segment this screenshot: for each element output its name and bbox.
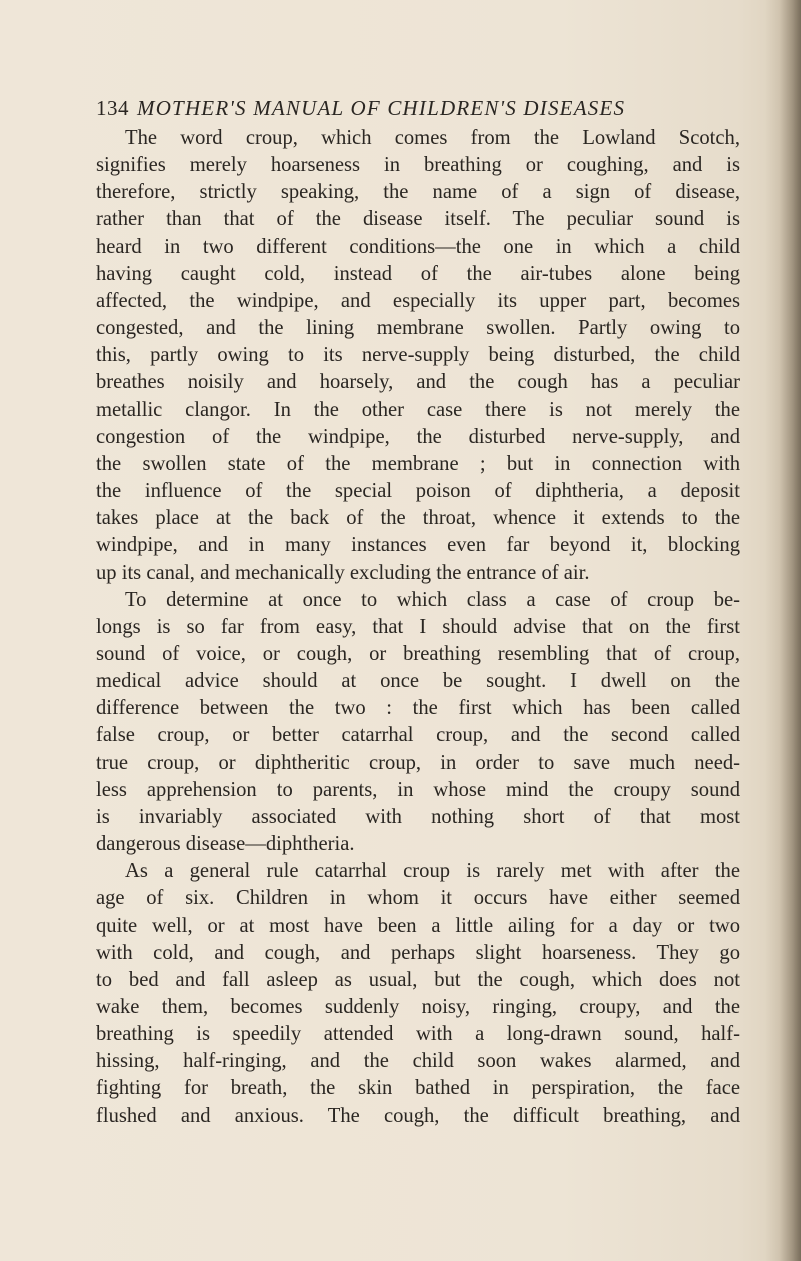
text-line: wake them, becomes suddenly noisy, ringing, croupy, and the (96, 996, 740, 1018)
text-line: up its canal, and mechanically excluding the entrance of air. (96, 561, 590, 584)
text-line: hissing, half-ringing, and the child soon wakes alarmed, and (96, 1050, 740, 1073)
body-text (96, 125, 740, 1130)
text-line: metallic clangor. In the other case there is not merely the (96, 398, 740, 421)
text-line: As a general rule catarrhal croup is rarely met with after the (125, 860, 740, 883)
text-line: flushed and anxious. The cough, the difficult breathing, and (96, 1104, 740, 1127)
running-head (96, 94, 736, 122)
text-line: dangerous disease—diphtheria. (96, 833, 355, 856)
text-line: the swollen state of the membrane ; but in connection with (96, 452, 740, 475)
text-line: is invariably associated with nothing short of that most (96, 805, 740, 828)
text-line: breathes noisily and hoarsely, and the cough has a peculiar (96, 371, 740, 394)
page-edge-shadow (765, 0, 801, 1261)
text-line: breathing is speedily attended with a long-drawn sound, half- (96, 1023, 740, 1046)
text-line: true croup, or diphtheritic croup, in order to save much need- (96, 751, 740, 774)
text-line: difference between the two : the first which has been called (96, 697, 740, 720)
text-line: less apprehension to parents, in whose mind the croupy sound (96, 778, 740, 801)
text-line: quite well, or at most have been a little ailing for a day or two (96, 914, 740, 937)
text-line: to bed and fall asleep as usual, but the cough, which does not (96, 968, 740, 991)
text-line: fighting for breath, the skin bathed in perspiration, the face (96, 1077, 740, 1100)
text-line: the influence of the special poison of diphtheria, a deposit (96, 480, 740, 503)
text-line: The word croup, which comes from the Lowland Scotch, (125, 127, 740, 149)
text-line: signifies merely hoarseness in breathing or coughing, and is (96, 154, 740, 177)
text-line: affected, the windpipe, and especially its upper part, becomes (96, 289, 740, 312)
text-line: having caught cold, instead of the air-tubes alone being (96, 262, 740, 285)
text-line: congested, and the lining membrane swollen. Partly owing to (96, 317, 740, 340)
text-line: this, partly owing to its nerve-supply being disturbed, the child (96, 344, 740, 367)
text-line: with cold, and cough, and perhaps slight hoarseness. They go (96, 941, 740, 964)
text-line: age of six. Children in whom it occurs have either seemed (96, 887, 740, 910)
text-line: sound of voice, or cough, or breathing resembling that of croup, (96, 642, 740, 665)
text-line: congestion of the windpipe, the disturbed nerve-supply, and (96, 425, 740, 448)
text-line: medical advice should at once be sought. I dwell on the (96, 670, 740, 693)
text-line: therefore, strictly speaking, the name of a sign of disease, (96, 181, 740, 204)
text-line: windpipe, and in many instances even far beyond it, blocking (96, 534, 740, 557)
text-line: To determine at once to which class a case of croup be- (125, 588, 740, 611)
text-line: false croup, or better catarrhal croup, and the second called (96, 724, 740, 747)
text-line: heard in two different conditions—the one in which a child (96, 235, 740, 258)
text-line: rather than that of the disease itself. The peculiar sound is (96, 208, 740, 231)
page-number: 134 (96, 96, 129, 120)
text-line: longs is so far from easy, that I should advise that on the first (96, 615, 740, 638)
running-title: MOTHER'S MANUAL OF CHILDREN'S DISEASES (137, 96, 626, 120)
text-line: takes place at the back of the throat, whence it extends to the (96, 507, 740, 530)
